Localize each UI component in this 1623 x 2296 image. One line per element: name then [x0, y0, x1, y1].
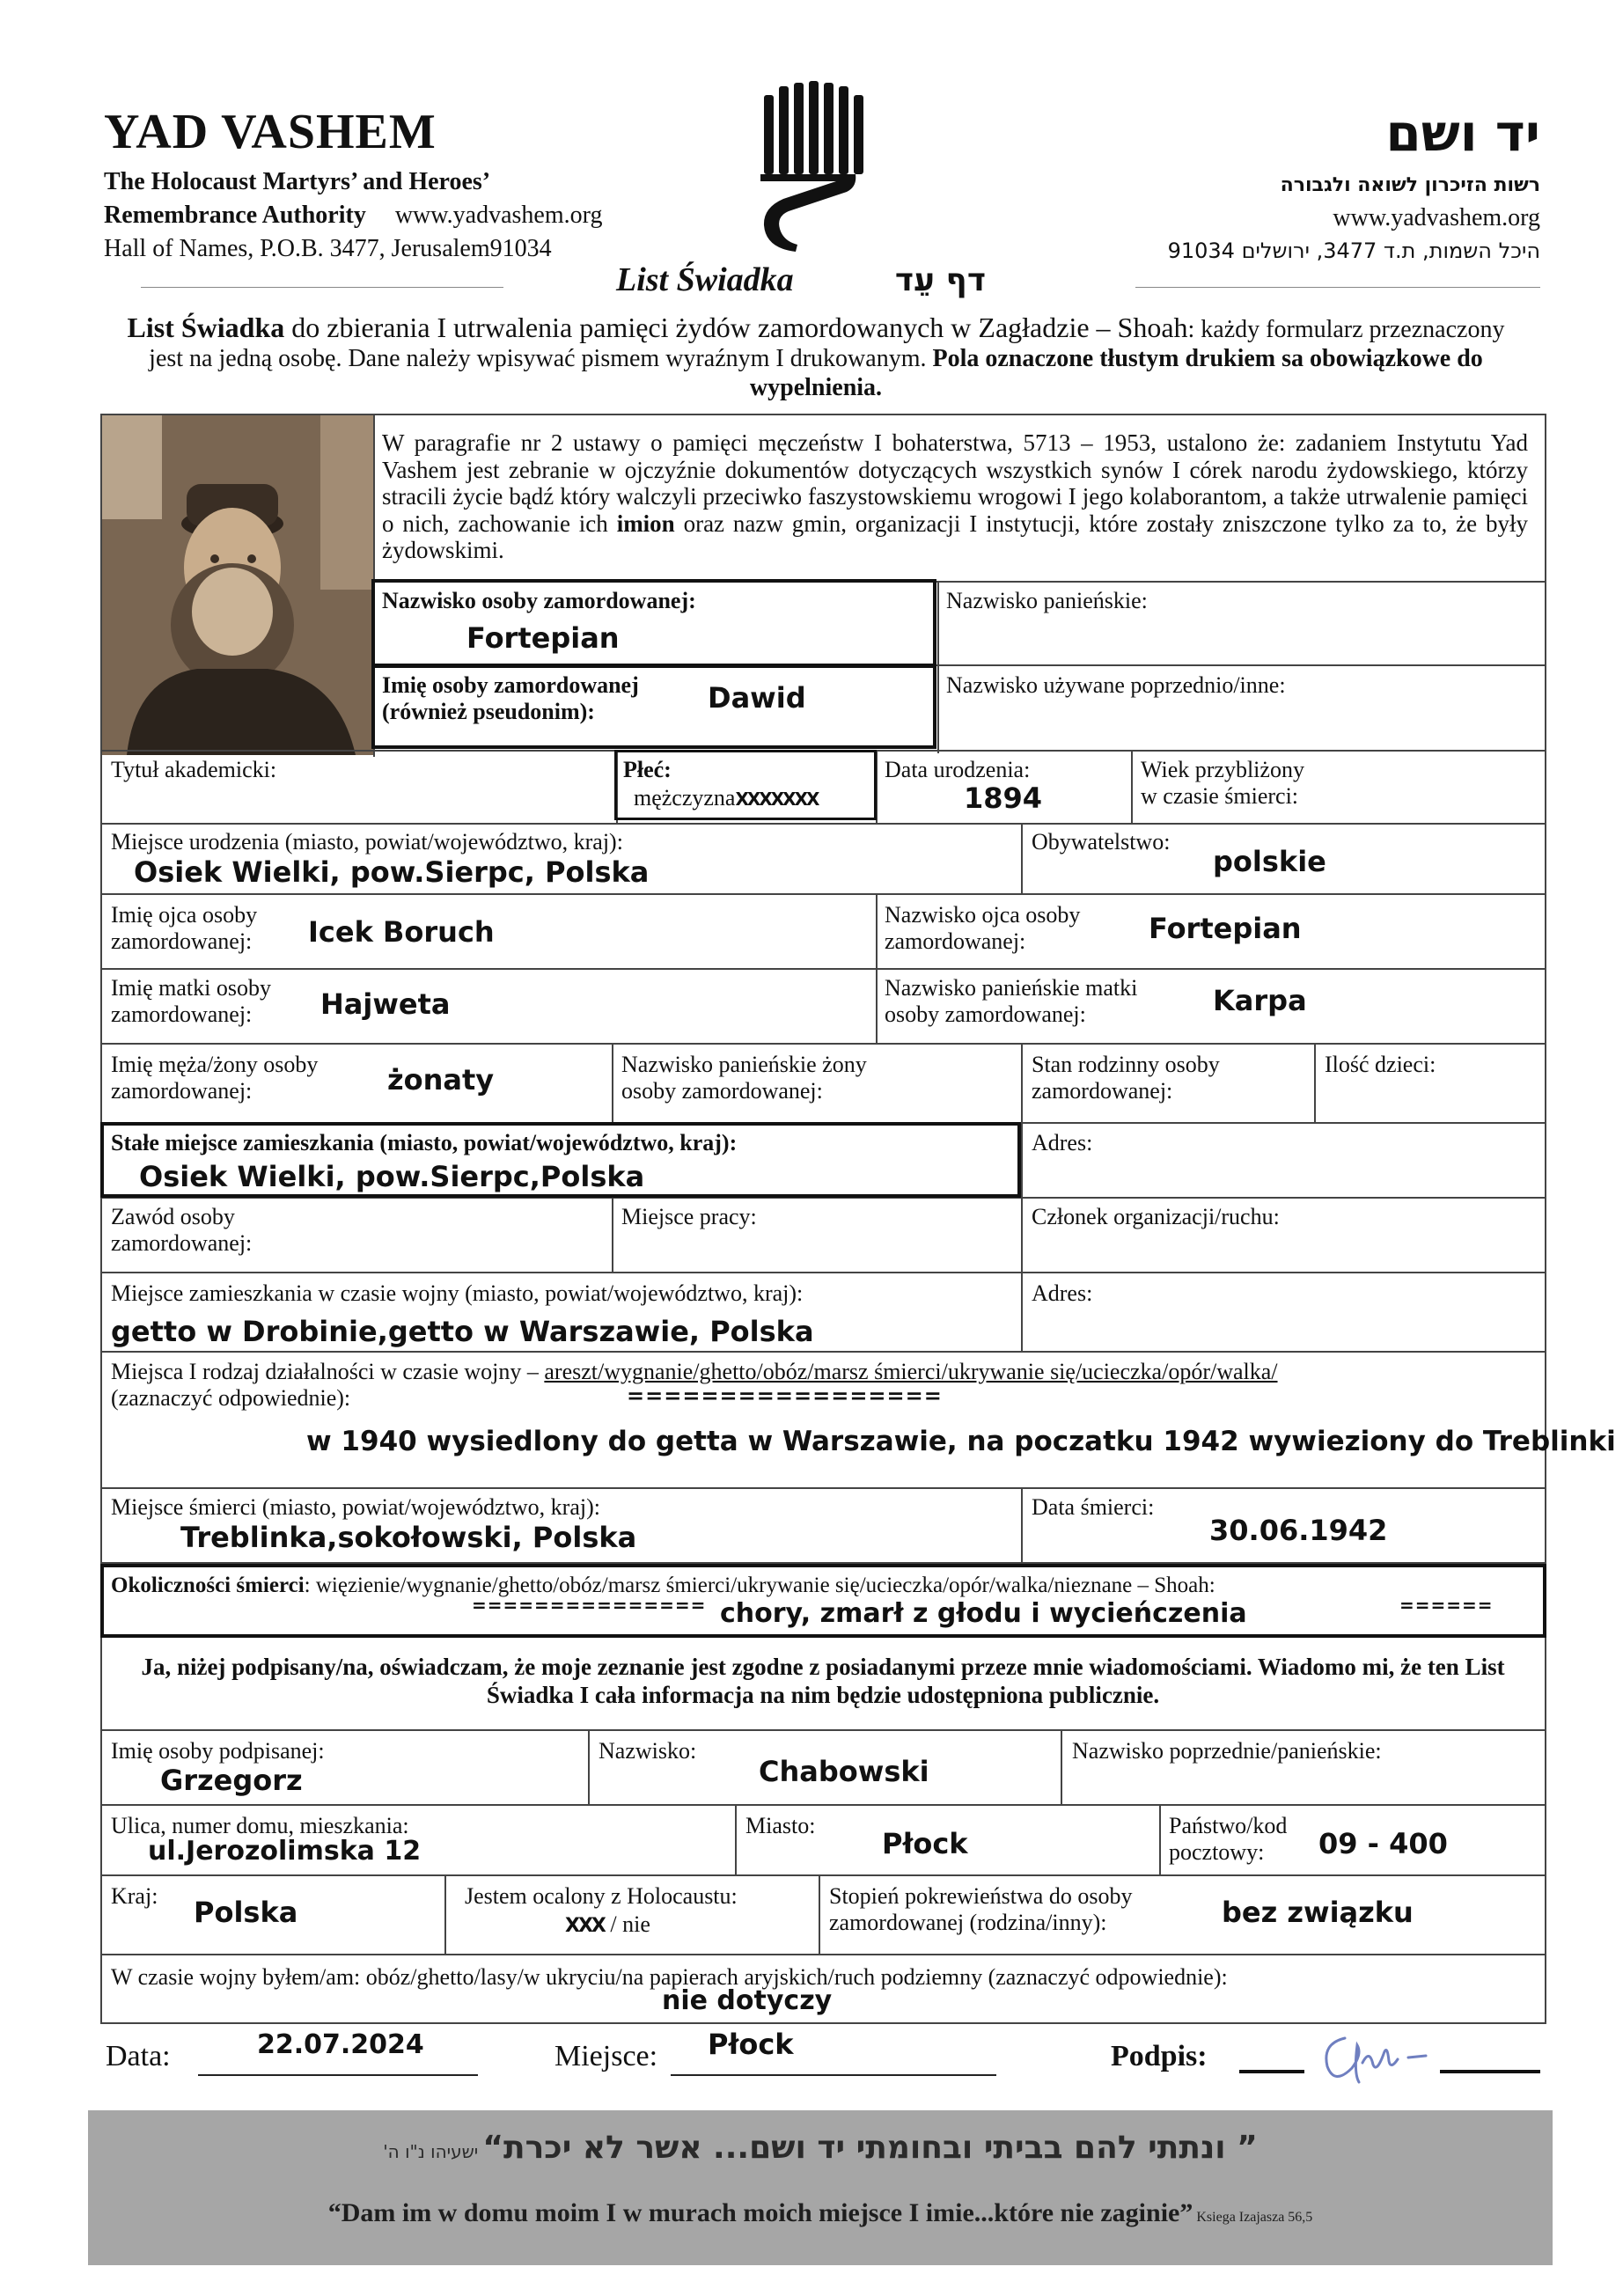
submitter-prev-label: Nazwisko poprzednie/panieńskie: — [1072, 1738, 1382, 1764]
postal-value[interactable]: 09 - 400 — [1318, 1827, 1448, 1860]
quote-pl-text: “Dam im w domu moim I w murach moich miejsce I imie...które nie zaginie” — [327, 2198, 1193, 2227]
profession-label-2: zamordowanej: — [111, 1230, 253, 1256]
war-activity-label-b: areszt/wygnanie/ghetto/obóz/marsz śmierci/ukrywanie się/ucieczka/opór/walka/ — [544, 1359, 1278, 1384]
date-line — [198, 2074, 478, 2076]
spouse-label-1: Imię męża/żony osoby — [111, 1052, 319, 1077]
war-residence-label: Miejsce zamieszkania w czasie wojny (miasto, powiat/województwo, kraj): — [111, 1280, 804, 1306]
father-name-label-2: zamordowanej: — [111, 928, 253, 954]
quote-he-text: ” ונתתי להם בביתי ובחומתי יד ושם... אשר לא יכרת“ — [482, 2130, 1258, 2166]
war-residence-value[interactable]: getto w Drobinie,getto w Warszawie, Polska — [111, 1315, 814, 1348]
form-title: List Świadka — [616, 261, 794, 298]
dob-value[interactable]: 1894 — [964, 781, 1043, 815]
circumstances-value[interactable]: chory, zmarł z głodu i wycieńczenia — [720, 1598, 1247, 1629]
mother-name-label-2: zamordowanej: — [111, 1001, 253, 1027]
death-date-label: Data śmierci: — [1032, 1494, 1155, 1520]
org-subtitle-2: Remembrance Authority — [104, 202, 366, 229]
victim-photo — [100, 414, 373, 755]
sex-label: Płeć: — [623, 757, 672, 782]
mother-name-value[interactable]: Hajweta — [320, 987, 451, 1021]
portrait-photo-icon — [100, 414, 373, 755]
street-label: Ulica, numer domu, mieszkania: — [111, 1813, 409, 1838]
death-place-value[interactable]: Treblinka,sokołowski, Polska — [180, 1521, 637, 1554]
death-date-value[interactable]: 30.06.1942 — [1209, 1514, 1388, 1547]
intro-text — [107, 313, 1524, 402]
mother-name-label-1: Imię matki osoby — [111, 975, 271, 1001]
academic-title-label: Tytuł akademicki: — [111, 757, 277, 782]
survivor-no[interactable]: / nie — [604, 1911, 650, 1937]
he-address: היכל השמות, ת.ד 3477, ירושלים 91034 — [1167, 238, 1540, 263]
circumstances-label-bold: Okoliczności śmierci — [111, 1573, 305, 1597]
quote-he-ref: ישעיהו נ"ו ה' — [383, 2141, 479, 2162]
signature-line-1 — [1239, 2070, 1304, 2073]
war-address-label: Adres: — [1032, 1280, 1093, 1306]
submitter-first-value[interactable]: Grzegorz — [160, 1764, 303, 1797]
address-left: Hall of Names, P.O.B. 3477, Jerusalem91034 — [104, 235, 552, 262]
firstname-label-1: Imię osoby zamordowanej — [382, 672, 639, 698]
city-label: Miasto: — [745, 1813, 816, 1838]
mother-maiden-label-1: Nazwisko panieńskie matki — [885, 975, 1138, 1001]
family-status-label-2: zamordowanej: — [1032, 1078, 1173, 1104]
sex-option — [634, 785, 818, 812]
surname-label: Nazwisko osoby zamordowanej: — [382, 588, 696, 613]
postal-label-1: Państwo/kod — [1169, 1813, 1288, 1838]
address-label: Adres: — [1032, 1130, 1093, 1155]
survivor-struck: XXX — [565, 1915, 605, 1937]
sex-struck: XXXXXXX — [735, 789, 819, 810]
age-label-2: w czasie śmierci: — [1141, 783, 1299, 809]
place-line — [671, 2074, 996, 2076]
father-name-label-1: Imię ojca osoby — [111, 902, 258, 928]
war-activity-value[interactable]: w 1940 wysiedlony do getta w Warszawie, na poczatku 1942 wywieziony do Treblinki — [306, 1426, 1616, 1457]
war-activity-marks: ================= — [627, 1383, 943, 1408]
law-bold: imion — [616, 510, 675, 537]
spouse-value[interactable]: żonaty — [387, 1063, 495, 1097]
circumstances-marks-1: =============== — [472, 1595, 707, 1616]
war-activity-label-c: (zaznaczyć odpowiednie): — [111, 1385, 351, 1411]
org-title: YAD VASHEM — [104, 105, 437, 159]
firstname-value[interactable]: Dawid — [708, 681, 806, 715]
spouse-maiden-label-2: osoby zamordowanej: — [621, 1078, 823, 1104]
citizenship-label: Obywatelstwo: — [1032, 829, 1171, 855]
birthplace-value[interactable]: Osiek Wielki, pow.Sierpc, Polska — [134, 855, 650, 889]
survivor-label: Jestem ocalony z Holocaustu: — [465, 1883, 738, 1909]
he-title: יד ושם — [1385, 103, 1540, 163]
footer-band — [88, 2110, 1553, 2265]
war-activity-label-a: Miejsca I rodzaj działalności w czasie wojny – — [111, 1359, 545, 1384]
death-place-label: Miejsce śmierci (miasto, powiat/województwo, kraj): — [111, 1494, 600, 1520]
firstname-label-2: (również pseudonim): — [382, 699, 595, 724]
menorah-logo-icon — [748, 79, 871, 255]
postal-label-2: pocztowy: — [1169, 1839, 1265, 1865]
spouse-maiden-label-1: Nazwisko panieńskie żony — [621, 1052, 867, 1077]
org-member-label: Członek organizacji/ruchu: — [1032, 1204, 1280, 1229]
place-label: Miejsce: — [554, 2040, 658, 2072]
intro-bold-end: Pola oznaczone tłustym drukiem sa obowiązkowe do wypelnienia. — [749, 345, 1483, 401]
intro-text-1: do zbierania I utrwalenia pamięci żydów zamordowanych w Zagładzie – Shoah — [284, 312, 1188, 343]
birthplace-label: Miejsce urodzenia (miasto, powiat/województwo, kraj): — [111, 829, 623, 855]
org-subtitle-1: The Holocaust Martyrs’ and Heroes’ — [104, 168, 491, 195]
residence-label: Stałe miejsce zamieszkania (miasto, powiat/województwo, kraj): — [111, 1130, 738, 1155]
intro-text-2: : każdy formularz przeznaczony jest na jedną osobę. Dane należy wpisywać pismem wyraźnym I drukowanym. — [149, 316, 1505, 372]
law-text-1: W paragrafie nr 2 ustawy o pamięci męczeństw I bohaterstwa, 5713 – 1953, ustalono że: zadaniem Instytutu Yad Vashem jest zebranie w ojczyźnie dokumentów dotyczących wszystkich synów I córek narodu żydowskiego, którzy stracili życie bądź który walczyli przeciwko faszystowskiemu wrogowi I jego kolaborantom, a także utrwalenie pamięci o nich, zachowanie ich — [382, 429, 1528, 537]
signature-label: Podpis: — [1111, 2040, 1208, 2072]
father-surname-label-2: zamordowanej: — [885, 928, 1026, 954]
mother-maiden-value[interactable]: Karpa — [1213, 984, 1307, 1017]
submitter-surname-label: Nazwisko: — [599, 1738, 697, 1764]
law-text-2: oraz nazw gmin, organizacji I instytucji, które zostały zniszczone tylko za to, że były żydowskimi. — [382, 510, 1529, 563]
circumstances-marks-2: ====== — [1399, 1595, 1494, 1616]
country-label: Kraj: — [111, 1883, 158, 1909]
website-right[interactable]: www.yadvashem.org — [1333, 204, 1540, 231]
age-label-1: Wiek przybliżony — [1141, 757, 1304, 782]
family-status-label-1: Stan rodzinny osoby — [1032, 1052, 1220, 1077]
he-subtitle: רשות הזיכרון לשואה ולגבורה — [1280, 174, 1540, 196]
relation-label-1: Stopień pokrewieństwa do osoby — [829, 1883, 1133, 1909]
header-left — [104, 104, 676, 266]
children-label: Ilość dzieci: — [1325, 1052, 1436, 1077]
header-rule-right — [1135, 287, 1540, 288]
survivor-options — [565, 1911, 650, 1939]
date-label: Data: — [106, 2040, 171, 2072]
intro-bold: List Świadka — [127, 312, 285, 343]
relation-value[interactable]: bez związku — [1222, 1896, 1414, 1929]
father-surname-label-1: Nazwisko ojca osoby — [885, 902, 1081, 928]
header-right — [1083, 104, 1540, 268]
maiden-name-label: Nazwisko panieńskie: — [946, 588, 1148, 613]
wartime-label: W czasie wojny byłem/am: obóz/ghetto/lasy/w ukryciu/na papierach aryjskich/ruch podziemny (zaznaczyć odpowiednie): — [111, 1964, 1228, 1990]
header-rule-left — [141, 287, 503, 288]
relation-label-2: zamordowanej (rodzina/inny): — [829, 1910, 1107, 1935]
law-paragraph — [382, 429, 1528, 564]
signature-line-2 — [1440, 2070, 1540, 2073]
mother-maiden-label-2: osoby zamordowanej: — [885, 1001, 1086, 1027]
war-activity-label — [111, 1359, 1278, 1384]
prev-surname-label: Nazwisko używane poprzednio/inne: — [946, 672, 1286, 698]
declaration-text: Ja, niżej podpisany/na, oświadczam, że moje zeznanie jest zgodne z posiadanymi przeze mnie wiadomościami. Wiadomo mi, że ten List Świadka I cała informacja na nim będzie udostępniona publicznie. — [141, 1654, 1505, 1708]
quote-hebrew — [88, 2130, 1553, 2166]
wartime-value[interactable]: nie dotyczy — [662, 1985, 833, 2016]
website-left[interactable]: www.yadvashem.org — [394, 202, 603, 229]
date-value[interactable]: 22.07.2024 — [257, 2029, 424, 2060]
signature-icon — [1310, 2028, 1442, 2089]
form-title-he: דף עֵד — [894, 262, 986, 298]
father-surname-value[interactable]: Fortepian — [1149, 912, 1302, 945]
city-value[interactable]: Płock — [882, 1827, 968, 1860]
workplace-label: Miejsce pracy: — [621, 1204, 757, 1229]
submitter-first-label: Imię osoby podpisanej: — [111, 1738, 325, 1764]
dob-label: Data urodzenia: — [885, 757, 1031, 782]
circumstances-label-rest: : więzienie/wygnanie/ghetto/obóz/marsz śmierci/ukrywanie się/ucieczka/opór/walka/nieznane – Shoah: — [304, 1573, 1215, 1597]
citizenship-value[interactable]: polskie — [1213, 845, 1326, 878]
spouse-label-2: zamordowanej: — [111, 1078, 253, 1104]
yad-vashem-logo — [748, 79, 871, 255]
surname-value[interactable]: Fortepian — [466, 621, 620, 655]
street-value[interactable]: ul.Jerozolimska 12 — [148, 1836, 422, 1867]
quote-pl-ref: Ksiega Izajasza 56,5 — [1196, 2210, 1313, 2225]
place-value[interactable]: Płock — [708, 2028, 794, 2061]
father-name-value[interactable]: Icek Boruch — [308, 915, 495, 949]
quote-polish — [88, 2198, 1553, 2228]
submitter-surname-value[interactable]: Chabowski — [759, 1755, 929, 1788]
country-value[interactable]: Polska — [194, 1896, 298, 1929]
sex-male: mężczyzna — [634, 785, 736, 811]
profession-label-1: Zawód osoby — [111, 1204, 235, 1229]
residence-value[interactable]: Osiek Wielki, pow.Sierpc,Polska — [139, 1160, 645, 1193]
